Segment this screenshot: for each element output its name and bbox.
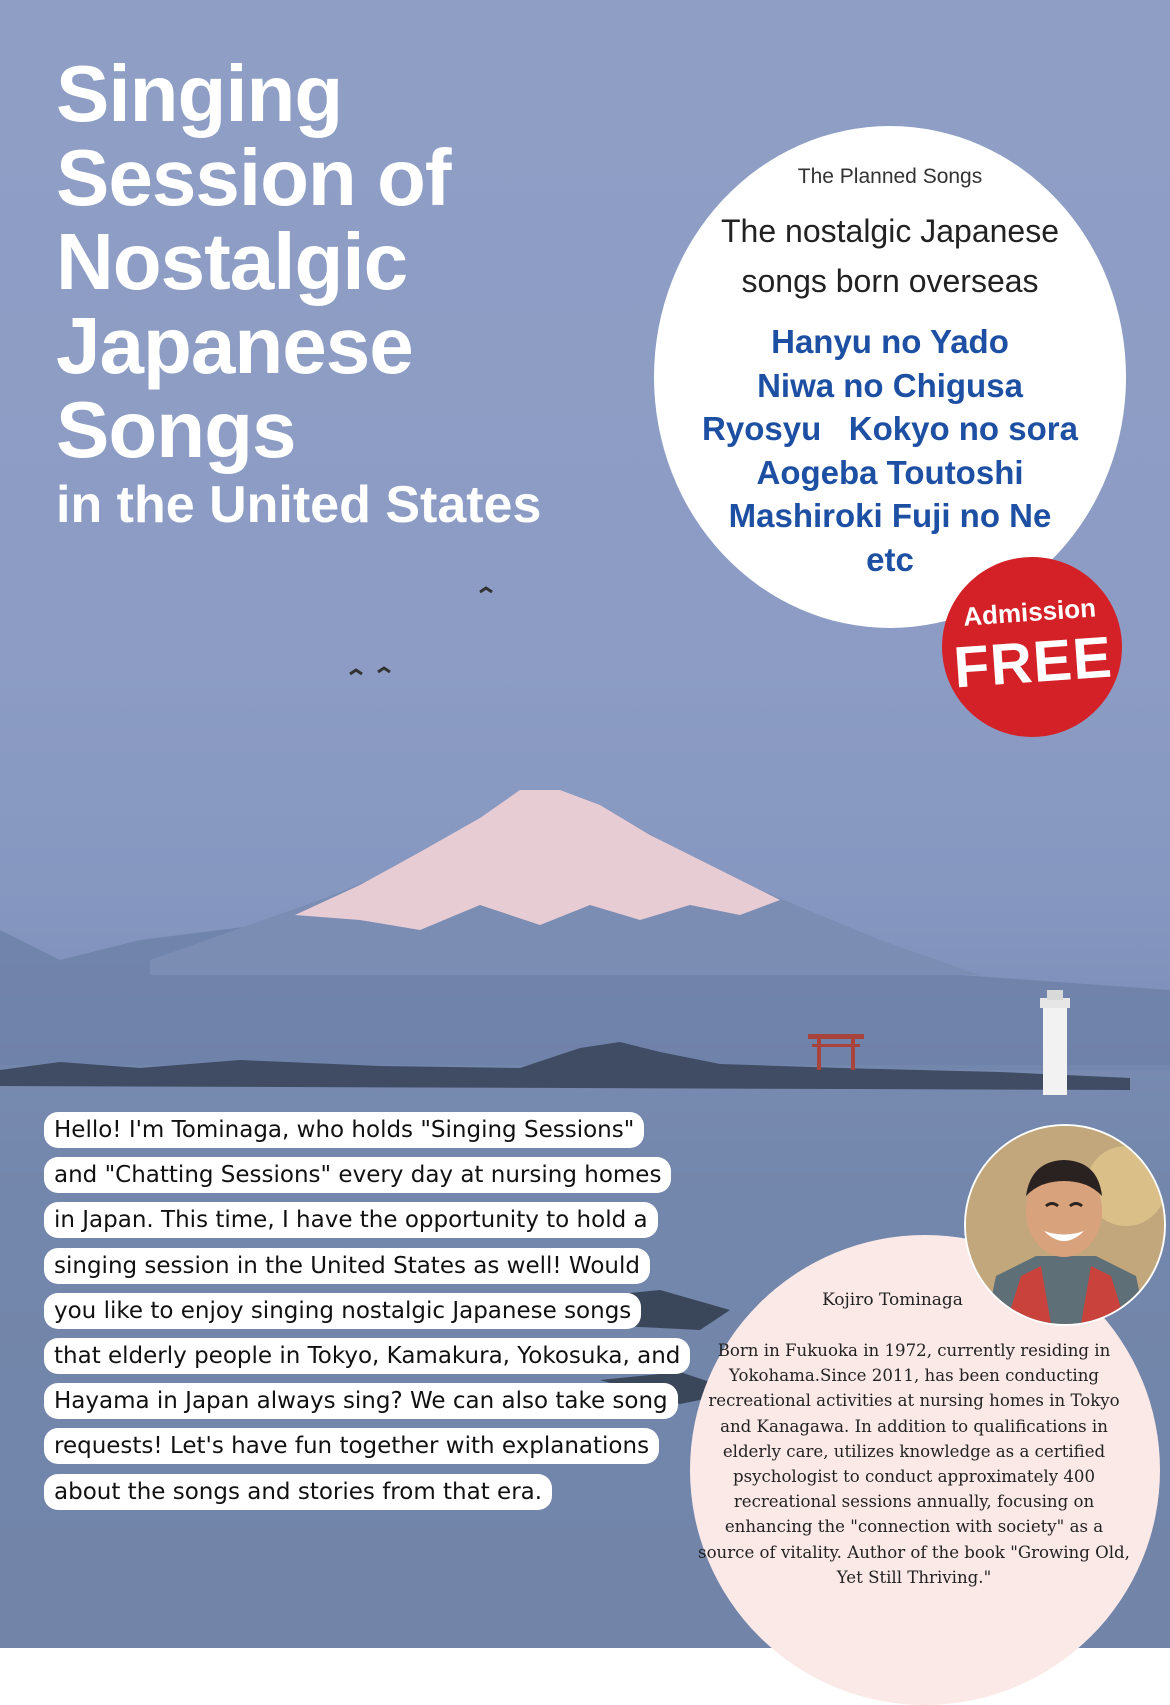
intro-text-block	[44, 1108, 684, 1515]
lighthouse	[1040, 990, 1070, 1095]
page-title	[56, 49, 656, 474]
profile-name: Kojiro Tominaga	[822, 1290, 963, 1310]
intro-text: Hello! I'm Tominaga, who holds "Singing Sessions" and "Chatting Sessions" every day at nursing homes in Japan. This time, I have the opportunity to hold a singing session in the United States as well! Would you like to enjoy singing nostalgic Japanese songs that elderly people in Tokyo, Kamakura, Yokosuka, and Hayama in Japan always sing? We can also take song requests! Let's have fun together with explanations about the songs and stories from that era.	[44, 1112, 690, 1510]
admission-value: FREE	[951, 624, 1115, 701]
song-item: Ryosyu Kokyo no sora	[702, 410, 1078, 447]
title-line: Session of	[56, 133, 451, 222]
title-line: Nostalgic	[56, 217, 408, 306]
song-item: Hanyu no Yado	[771, 323, 1009, 360]
songs-heading: The Planned Songs	[797, 165, 983, 188]
song-item: Niwa no Chigusa	[757, 366, 1023, 404]
song-item: Mashiroki Fuji no Ne	[728, 497, 1052, 534]
songs-list	[654, 320, 1126, 581]
song-item: etc	[866, 540, 914, 578]
admission-label: Admission	[962, 592, 1097, 632]
song-item: Aogeba Toutoshi	[756, 453, 1024, 491]
profile-bio: Born in Fukuoka in 1972, currently residing in Yokohama.Since 2011, has been conducting recreational activities at nursing homes in Tokyo and Kanagawa. In addition to qualifications in elderly care, utilizes knowledge as a certified psychologist to conduct approximately 400 recreational sessions annually, focusing on enhancing the "connection with society" as a source of vitality. Author of the book "Growing Old, Yet Still Thriving."	[698, 1341, 1130, 1587]
title-line: Songs	[56, 385, 296, 474]
page-subtitle: in the United States	[56, 476, 542, 534]
title-line: Japanese	[56, 301, 413, 390]
bird	[480, 588, 492, 592]
bird	[350, 670, 362, 674]
bird	[378, 668, 390, 672]
title-line: Singing	[56, 49, 343, 138]
songs-intro: The nostalgic Japanese songs born overseas	[721, 213, 1059, 299]
